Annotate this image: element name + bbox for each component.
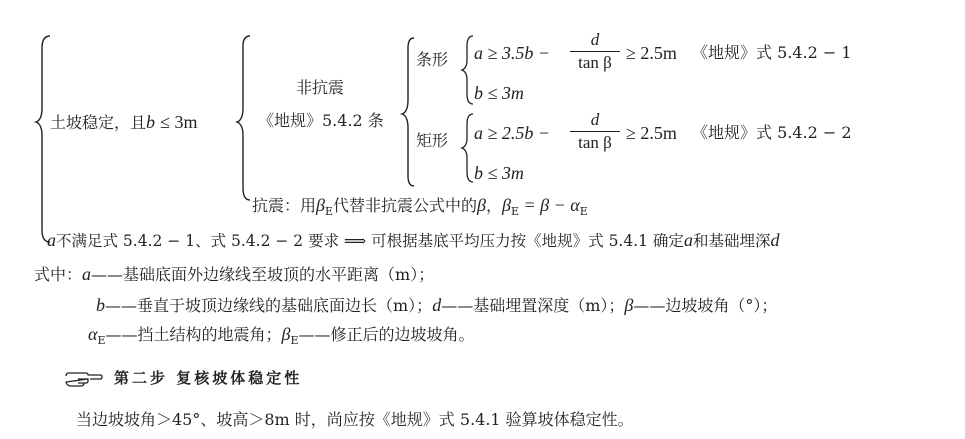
outer-brace (36, 36, 50, 242)
pointing-hand-icon (64, 370, 104, 388)
non-seismic-ref: 《地规》5.4.2 条 (258, 111, 384, 130)
step2-title: 第二步 复核坡体稳定性 (114, 369, 303, 387)
final-note: 当边坡坡角＞45°、坡高＞8m 时，尚应按《地规》式 5.4.1 验算坡体稳定性。 (76, 410, 634, 429)
fallback-line: a不满足式 5.4.2 − 1、式 5.4.2 − 2 要求 ⟹ 可根据基底平均压力按《地规》式 5.4.1 确定a和基础埋深d (47, 230, 780, 250)
seismic-line: 抗震：用$\beta_E$代替非抗震公式中的β，$\beta_E = \beta - \alpha_E$ (252, 195, 588, 218)
legend-line-2: b——垂直于坡顶边缘线的基础底面边长（m）；d——基础埋置深度（m）；β——边坡坡角（°）； (96, 295, 778, 315)
case-brace (237, 36, 250, 200)
main-condition: 土坡稳定，且b ≤ 3m (50, 112, 198, 132)
strip-fraction: d tan β (570, 31, 620, 71)
legend-line-3: $\alpha_E——$挡土结构的地震角；$\beta_E——$修正后的边坡坡角。 (88, 324, 475, 347)
rect-label: 矩形 (416, 131, 449, 150)
strip-formula-ref: 《地规》式 5.4.2 − 1 (692, 43, 852, 62)
rect-brace (462, 114, 473, 182)
strip-constraint: b ≤ 3m (474, 83, 524, 103)
strip-brace (462, 36, 473, 104)
strip-formula-right: ≥ 2.5m (626, 43, 677, 63)
non-seismic-label: 非抗震 (296, 78, 345, 97)
shape-brace (402, 38, 414, 186)
rect-fraction: d tan β (570, 111, 620, 151)
strip-formula-left: a ≥ 3.5b − (474, 43, 551, 63)
rect-formula-left: a ≥ 2.5b − (474, 123, 551, 143)
strip-label: 条形 (416, 50, 449, 69)
rect-formula-right: ≥ 2.5m (626, 123, 677, 143)
legend-line-1: 式中：a——基础底面外边缘线至坡顶的水平距离（m）； (34, 264, 435, 284)
rect-constraint: b ≤ 3m (474, 163, 524, 183)
rect-formula-ref: 《地规》式 5.4.2 − 2 (692, 123, 852, 142)
